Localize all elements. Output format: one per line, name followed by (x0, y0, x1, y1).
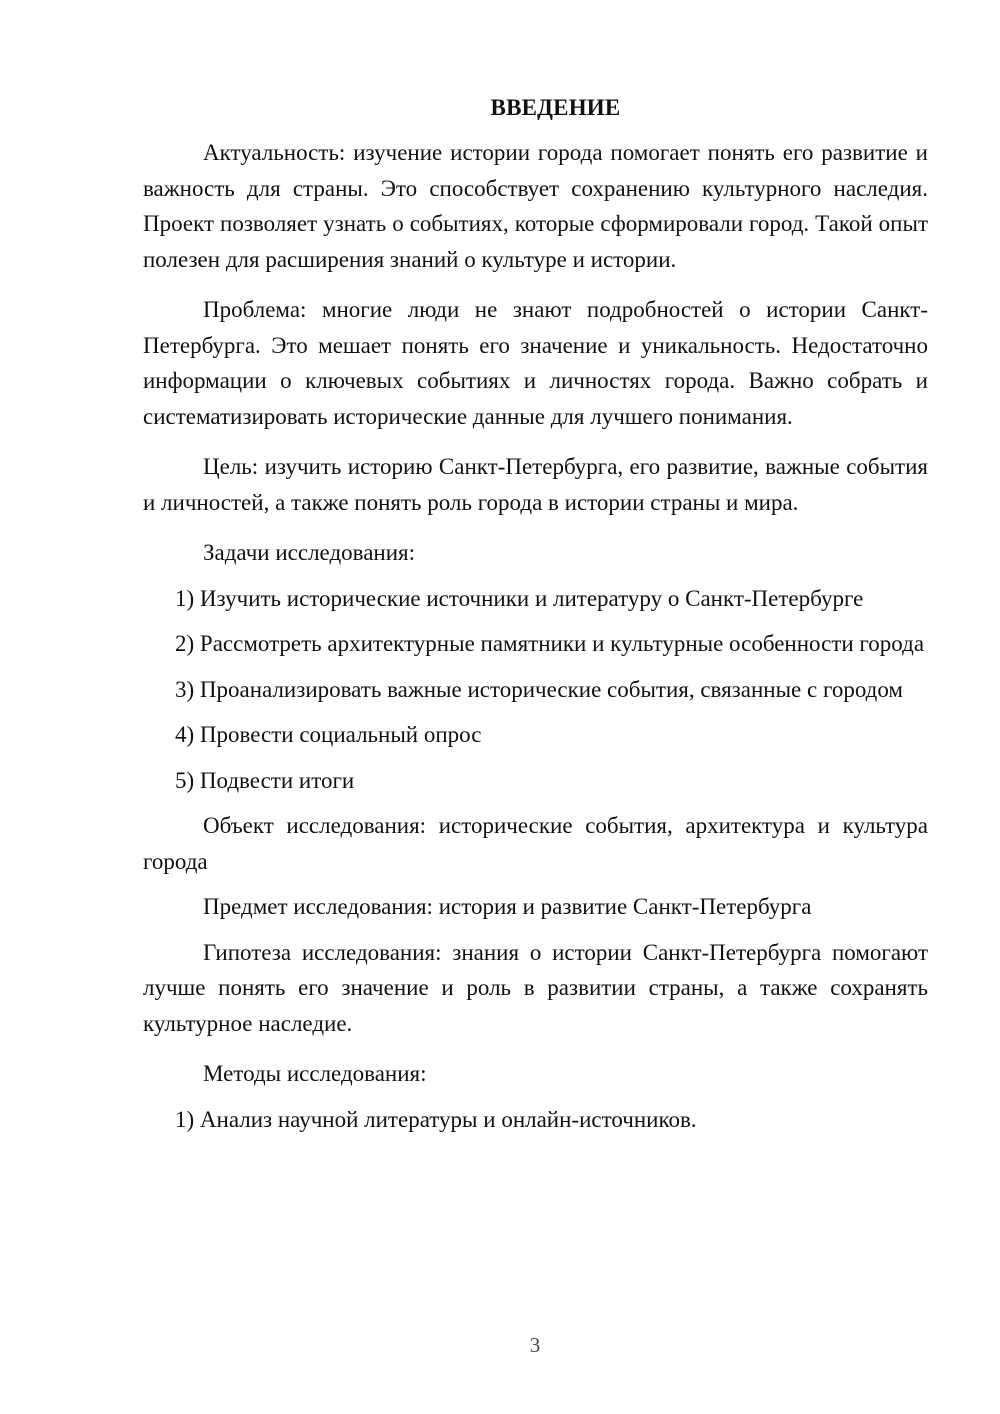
section-title: ВВЕДЕНИЕ (490, 95, 621, 120)
paragraph-subject: Предмет исследования: история и развитие Санкт-Петербурга (203, 894, 812, 919)
method-item-1: 1) Анализ научной литературы и онлайн-источников. (175, 1106, 697, 1132)
task-item-4: 4) Провести социальный опрос (175, 722, 482, 747)
methods-heading: Методы исследования: (203, 1061, 427, 1086)
paragraph-goal: Цель: изучить историю Санкт-Петербурга, его развитие, важные события и личностей, а также понять роль города в истории страны и мира. (143, 454, 928, 515)
task-item-2: 2) Рассмотреть архитектурные памятники и культурные особенности города (175, 631, 925, 656)
tasks-heading: Задачи исследования: (203, 540, 416, 565)
task-item-3: 3) Проанализировать важные исторические события, связанные с городом (175, 676, 903, 702)
paragraph-hypothesis: Гипотеза исследования: знания о истории Санкт-Петербурга помогают лучше понять его значение и роль в развитии страны, а также сохранять культурное наследие. (143, 939, 928, 1036)
page-number: 3 (529, 1333, 541, 1357)
paragraph-object: Объект исследования: исторические события, архитектура и культура города (143, 813, 928, 874)
paragraph-actuality: Актуальность: изучение истории города помогает понять его развитие и важность для страны. Это способствует сохранению культурного наследия. Проект позволяет узнать о событиях, которые сформировали город. Такой опыт полезен для расширения знаний о культуре и истории. (143, 140, 928, 272)
task-item-1: 1) Изучить исторические источники и литературу о Санкт-Петербурге (175, 585, 864, 611)
task-item-5: 5) Подвести итоги (175, 767, 355, 793)
paragraph-problem: Проблема: многие люди не знают подробностей о истории Санкт-Петербурга. Это мешает понять его значение и уникальность. Недостаточно информации о ключевых событиях и личностях города. Важно собрать и систематизировать исторические данные для лучшего понимания. (143, 297, 928, 429)
